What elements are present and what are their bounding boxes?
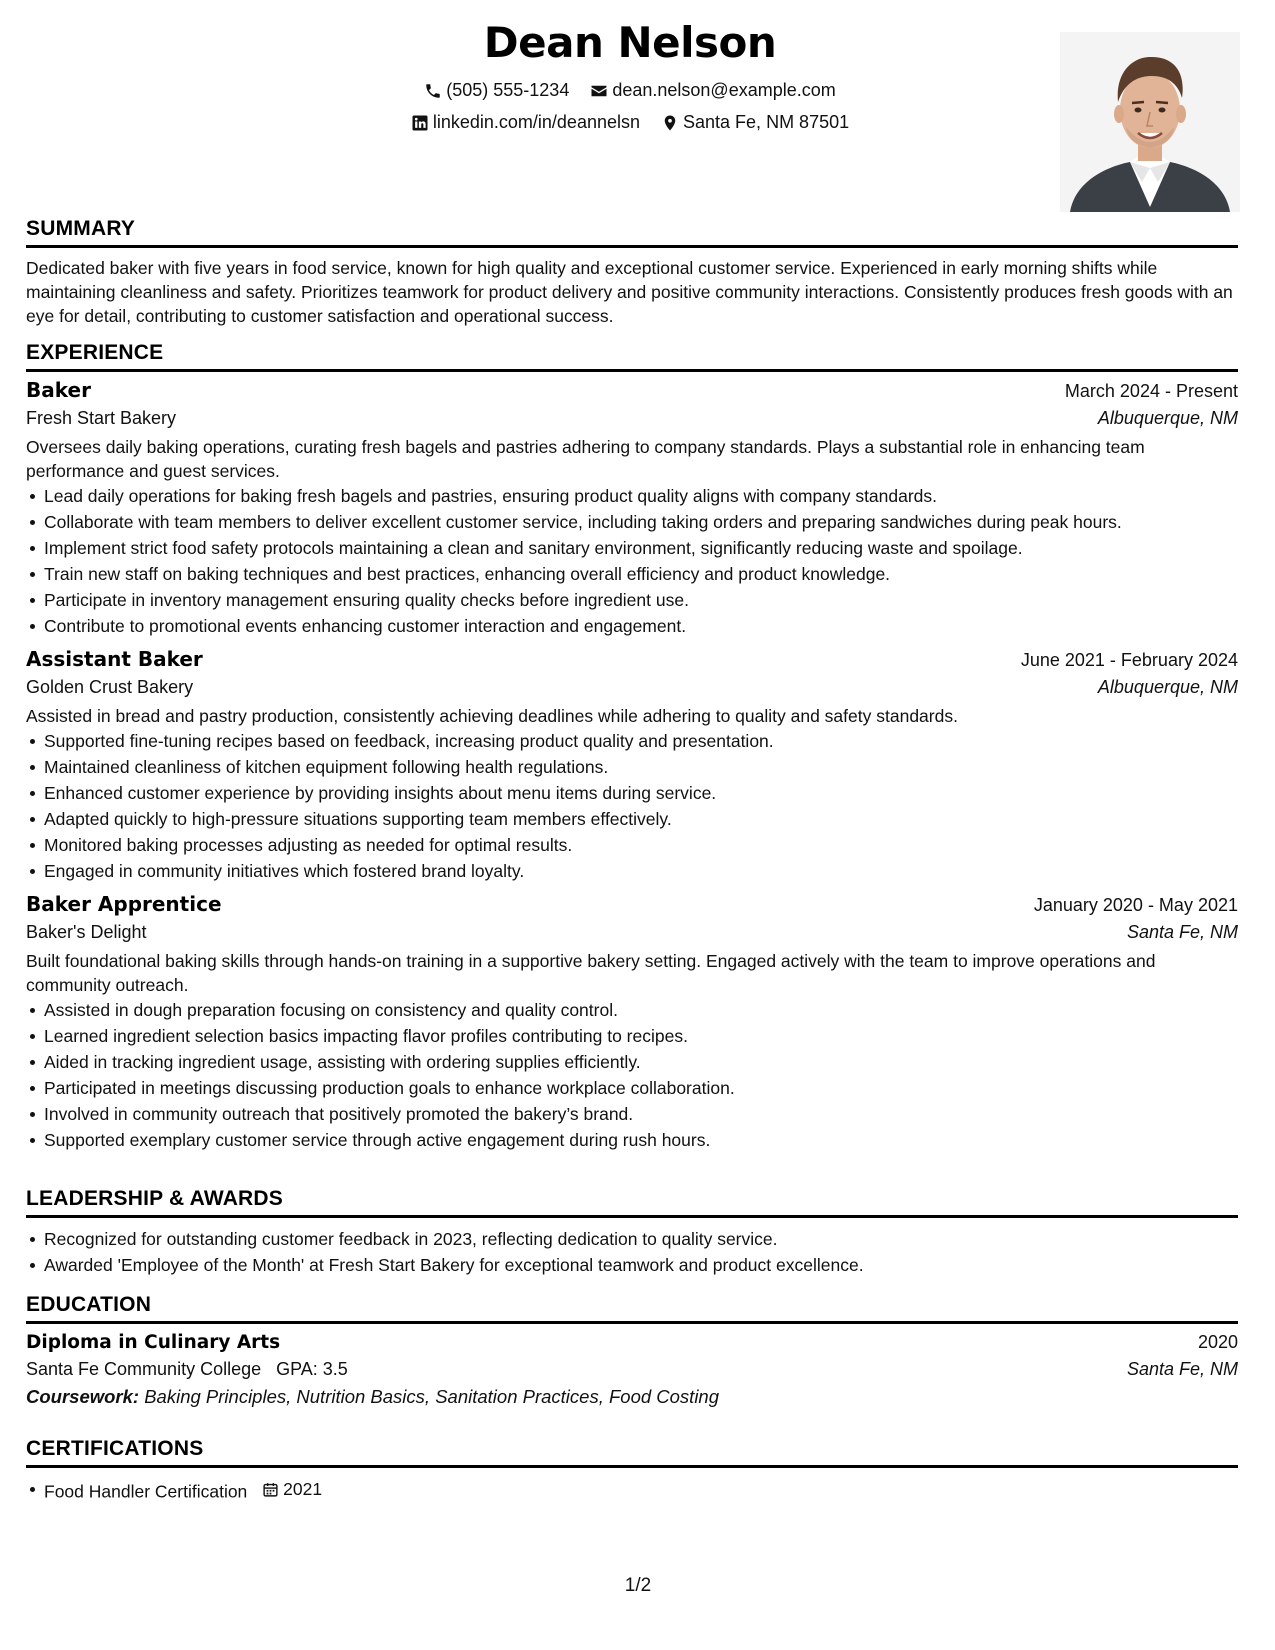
job-company: Golden Crust Bakery [26,677,194,697]
job-dates: January 2020 - May 2021 [1033,895,1238,915]
list-item: Adapted quickly to high-pressure situations supporting team members effectively. [44,806,1238,832]
education-location: Santa Fe, NM [1126,1359,1238,1379]
coursework-label: Coursework: [26,1386,140,1407]
education-school-row [26,1359,1238,1380]
education-degree: Diploma in Culinary Arts [26,1332,281,1353]
email-address[interactable]: dean.nelson@example.com [612,80,836,100]
awards-heading: LEADERSHIP & AWARDS [26,1187,1238,1218]
job-title: Baker [26,378,91,402]
location-text: Santa Fe, NM 87501 [683,112,850,132]
candidate-name: Dean Nelson [483,18,777,67]
list-item: Maintained cleanliness of kitchen equipment following health regulations. [44,754,1238,780]
profile-photo [1060,32,1240,212]
job-location: Albuquerque, NM [1097,408,1238,428]
job-company-row [26,408,1238,429]
map-pin-icon [661,114,679,132]
envelope-icon [590,82,608,100]
experience-heading: EXPERIENCE [26,341,1238,372]
education-year: 2020 [1197,1332,1238,1352]
list-item: Assisted in dough preparation focusing on consistency and quality control. [44,997,1238,1023]
job-description: Oversees daily baking operations, curating fresh bagels and pastries adhering to company standards. Plays a substantial role in enhancing team performance and guest services. [26,437,1145,481]
contact-linkedin[interactable] [411,112,640,133]
list-item [44,1476,1238,1505]
certification-name: Food Handler Certification [44,1481,248,1502]
job-bullets [26,483,1238,639]
job-entry [26,647,1238,884]
job-entry [26,378,1238,639]
education-heading: EDUCATION [26,1293,1238,1324]
job-title-row [26,647,1238,671]
job-location: Santa Fe, NM [1126,922,1238,942]
list-item: Recognized for outstanding customer feedback in 2023, reflecting dedication to quality service. [44,1226,1238,1252]
coursework-list: Baking Principles, Nutrition Basics, Sanitation Practices, Food Costing [144,1386,720,1407]
phone-icon [424,82,442,100]
certifications-heading: CERTIFICATIONS [26,1437,1238,1468]
job-dates: June 2021 - February 2024 [1020,650,1238,670]
education-section [26,1293,1238,1408]
job-title-row [26,378,1238,402]
list-item: Contribute to promotional events enhancing customer interaction and engagement. [44,613,1238,639]
certifications-list [26,1476,1238,1505]
list-item: Involved in community outreach that positively promoted the bakery’s brand. [44,1101,1238,1127]
job-title: Baker Apprentice [26,892,222,916]
experience-section [26,341,1238,1153]
job-company-row [26,922,1238,943]
contact-line-2 [26,112,1234,137]
job-bullets [26,997,1238,1153]
list-item: Train new staff on baking techniques and best practices, enhancing overall efficiency and product knowledge. [44,561,1238,587]
contact-email[interactable] [590,80,835,101]
job-company-row [26,677,1238,698]
phone-number: (505) 555-1234 [446,80,570,100]
list-item: Supported fine-tuning recipes based on feedback, increasing product quality and presentation. [44,728,1238,754]
list-item: Participated in meetings discussing production goals to enhance workplace collaboration. [44,1075,1238,1101]
contact-location [661,112,849,133]
page-number: 1/2 [624,1575,652,1596]
list-item: Learned ingredient selection basics impacting flavor profiles contributing to recipes. [44,1023,1238,1049]
certifications-section [26,1437,1238,1505]
summary-text: Dedicated baker with five years in food service, known for high quality and exceptional customer service. Experienced in early morning shifts while maintaining cleanliness and safety. Prioritizes teamwork for product delivery and positive community interactions. Consistently produces fresh goods with an eye for detail, contributing to customer satisfaction and operational success. [26,258,1233,326]
education-degree-row [26,1332,1238,1353]
linkedin-url[interactable]: linkedin.com/in/deannelsn [432,112,640,132]
list-item: Monitored baking processes adjusting as needed for optimal results. [44,832,1238,858]
list-item: Collaborate with team members to deliver excellent customer service, including taking orders and preparing sandwiches during peak hours. [44,509,1238,535]
calendar-icon [262,1481,279,1498]
linkedin-icon [411,114,429,132]
job-entry [26,892,1238,1153]
list-item: Awarded 'Employee of the Month' at Fresh Start Bakery for exceptional teamwork and product excellence. [44,1252,1238,1278]
job-company: Fresh Start Bakery [26,408,177,428]
job-title: Assistant Baker [26,647,203,671]
list-item: Engaged in community initiatives which fostered brand loyalty. [44,858,1238,884]
job-company: Baker's Delight [26,922,147,942]
certification-date [262,1476,322,1502]
list-item: Participate in inventory management ensuring quality checks before ingredient use. [44,587,1238,613]
education-coursework [26,1386,1238,1408]
job-title-row [26,892,1238,916]
resume-header [26,0,1250,225]
contact-phone [424,80,569,101]
summary-section [26,217,1250,328]
job-bullets [26,728,1238,884]
list-item: Lead daily operations for baking fresh bagels and pastries, ensuring product quality aligns with company standards. [44,483,1238,509]
resume-page [26,0,1250,1650]
summary-heading: SUMMARY [26,217,1238,248]
list-item: Aided in tracking ingredient usage, assisting with ordering supplies efficiently. [44,1049,1238,1075]
job-description: Assisted in bread and pastry production, consistently achieving deadlines while adhering to quality and safety standards. [26,706,958,726]
awards-section [26,1187,1238,1278]
list-item: Implement strict food safety protocols maintaining a clean and sanitary environment, significantly reducing waste and spoilage. [44,535,1238,561]
certification-year: 2021 [283,1479,323,1499]
awards-list [26,1226,1238,1278]
contact-line-1 [26,80,1234,105]
list-item: Enhanced customer experience by providing insights about menu items during service. [44,780,1238,806]
list-item: Supported exemplary customer service through active engagement during rush hours. [44,1127,1238,1153]
job-location: Albuquerque, NM [1097,677,1238,697]
education-school: Santa Fe Community College GPA: 3.5 [26,1359,348,1379]
job-dates: March 2024 - Present [1064,381,1238,401]
profile-photo-illustration [1060,32,1240,212]
job-description: Built foundational baking skills through hands-on training in a supportive bakery setting. Engaged actively with the team to improve operations and community outreach. [26,951,1156,995]
